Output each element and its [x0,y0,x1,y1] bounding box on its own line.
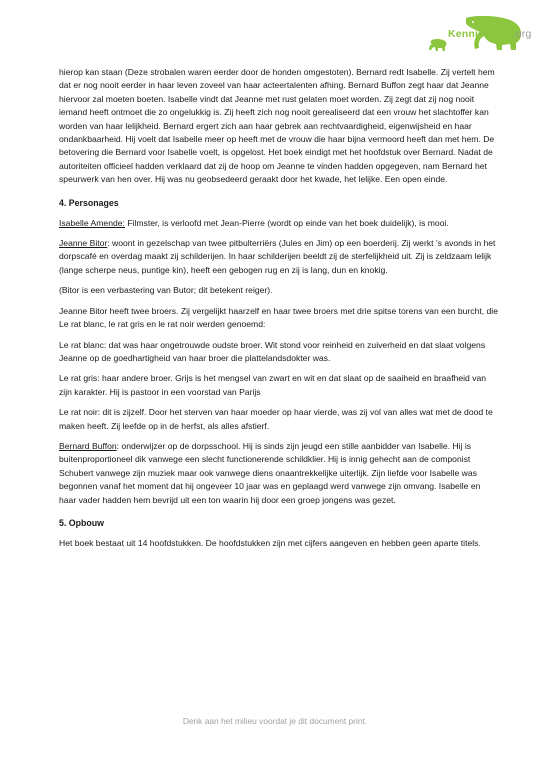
paragraph-rat-blanc: Le rat blanc: dat was haar ongetrouwde oudste broer. Wit stond voor reinheid en zuiverheid en dat slaat volgens Jeanne op de goedhartigheid van haar broer die plattelandsdokter was. [59,339,486,363]
document-body [59,66,499,557]
character-name-jeanne: Jeanne Bitor [59,238,108,249]
paragraph-story-ending: hierop kan staan (Deze strobalen waren eerder door de honden omgestoten). Bernard redt Isabelle. Zij vertelt hem dat er nog nooit eerder in haar leven zoveel van haar acteertalenten afhing. Bernard Buffon zegt haar dat Jeanne hiervoor zal moeten boeten. Isabelle vindt dat Jeanne met rust gelaten moet worden. Zij zegt dat zij nog nooit iemand heeft ontmoet die zo ongelukkig is. Zij heeft zich nog nooit gerealiseerd dat een vrouw het slachtoffer kan worden van haar lelijkheid. Bernard ergert zich aan haar gebrek aan rechtvaardigheid, eigenwijsheid en haar ondankbaarheid. Hij voelt dat Isabelle meer op heeft met de vrouw die haar bijna vermoord heeft dan met hem. De betovering die Bernard voor Isabelle voelt, is opgelost. Het boek eindigt met het hoofdstuk over Bernard. Nadat de autoriteiten officieel hadden verklaard dat zij de hoop om Jeanne te vinden hadden opgegeven, nam Bernard het speurwerk van hen over. Hij was nu geobsedeerd geraakt door het kwade, het lelijke. Een open einde. [59,67,495,185]
footer-note: Denk aan het milieu voordat je dit document print. [182,716,368,726]
site-logo[interactable] [418,16,530,56]
paragraph-bitor-note: (Bitor is een verbastering van Butor; dit betekent reiger). [59,285,273,296]
character-name-bernard: Bernard Buffon [59,440,117,451]
paragraph-bernard [59,440,499,507]
character-desc-isabelle: Filmster, is verloofd met Jean-Pierre (wordt op einde van het boek duidelijk), is mooi. [124,217,449,228]
character-name-isabelle: Isabelle Amende: [59,217,125,228]
section-heading-opbouw: 5. Opbouw [59,517,104,528]
character-desc-jeanne: : woont in gezelschap van twee pitbulterriërs (Jules en Jim) op een boerderij. Zij werkt ’s avonds in het dorpscafé en overdag maakt zij schilderijen. In haar schilderijen beeldt zij de sterfelijkheid uit. Zij is zeldzaam lelijk (lange scherpe neus, puntige kin), heeft een gebogen rug en zij is lang, dun en knokig. [59,238,496,275]
logo-name: Kennisdelen [448,28,513,40]
paragraph-rat-gris: Le rat gris: haar andere broer. Grijs is het mengsel van zwart en wit en dat slaat op de saaiheid en braafheid van zijn karakter. Hij is pastoor in een voorstad van Parijs [59,373,487,397]
character-desc-bernard: : onderwijzer op de dorpsschool. Hij is sinds zijn jeugd een stille aanbidder van Isabelle. Hij is buitenproportioneel dik vanwege een slecht functionerende schildklier. Hij is innig gehecht aan de componist Schubert vanwege zijn muziek maar ook vanwege diens onaantrekkelijke uiterlijk. Zijn liefde voor Isabelle was begonnen vanaf het moment dat hij ongeveer 10 jaar was en geplaagd werd vanwege zijn omvang. Isabelle en haar vader hadden hem bevrijd uit een ton waarin hij door een groep jongens was gezet. [59,440,481,505]
paragraph-jeanne [59,237,499,277]
section-heading-personages: 4. Personages [59,197,119,208]
paragraph-opbouw: Het boek bestaat uit 14 hoofdstukken. De hoofdstukken zijn met cijfers aangeven en hebben geen aparte titels. [59,537,481,548]
paragraph-rat-noir: Le rat noir: dit is zijzelf. Door het sterven van haar moeder op haar vierde, was zij vol van alles wat met de dood te maken heeft. Zij leefde op in de herfst, als alles afstierf. [59,407,493,431]
paragraph-isabelle [59,217,499,230]
logo-tld: .org [512,28,532,40]
paragraph-brothers-intro: Jeanne Bitor heeft twee broers. Zij vergelijkt haarzelf en haar twee broers met drie spitse torens van een burcht, die Le rat blanc, le rat gris en le rat noir werden genoemd: [59,305,498,330]
logo-text [448,28,532,40]
